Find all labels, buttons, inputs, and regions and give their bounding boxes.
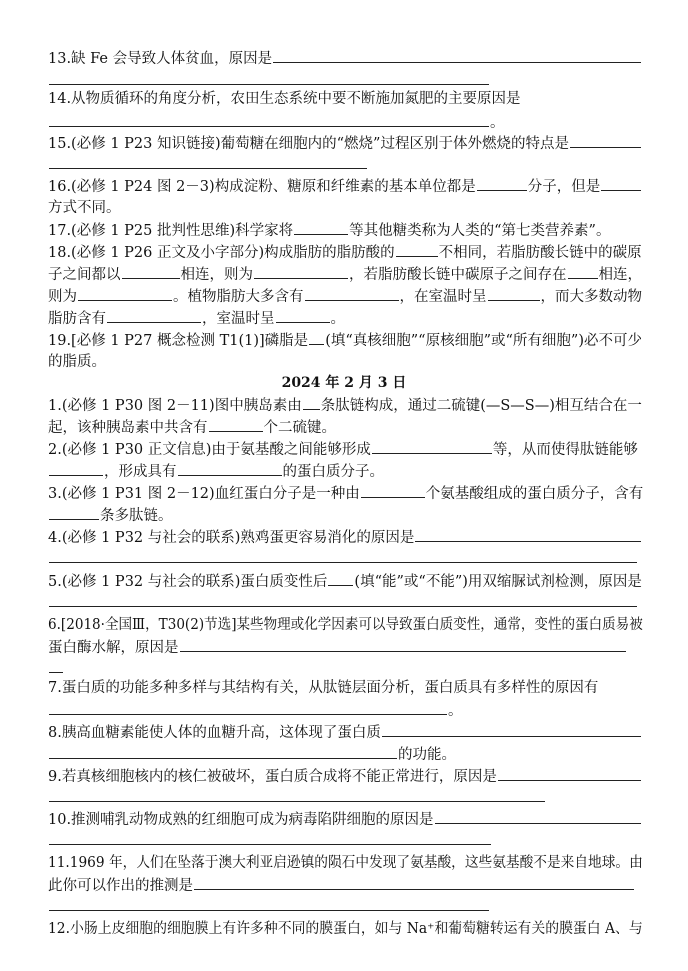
problem-8: 8.胰高血糖素能使人体的血糖升高，这体现了蛋白质 xyxy=(48,722,643,742)
answer-blank[interactable] xyxy=(328,571,353,586)
answer-blank[interactable] xyxy=(396,242,438,257)
answer-blank[interactable] xyxy=(309,330,324,345)
question-18-line4: 脂肪含有 ，室温时呈 。 xyxy=(48,308,643,328)
answer-blank[interactable] xyxy=(382,722,641,737)
problem-7: 7.蛋白质的功能多种多样与其结构有关，从肽链层面分析，蛋白质具有多样性的原因有 xyxy=(48,680,599,696)
answer-blank[interactable] xyxy=(601,176,641,191)
answer-blank[interactable] xyxy=(49,744,397,759)
answer-blank[interactable] xyxy=(372,439,492,454)
question-13: 13.缺 Fe 会导致人体贫血，原因是 xyxy=(48,48,643,68)
answer-blank[interactable] xyxy=(78,286,172,301)
answer-blank[interactable] xyxy=(570,133,641,148)
question-16: 16.(必修 1 P24 图 2－3)构成淀粉、糖原和纤维素的基本单位都是 分子，但是 xyxy=(48,176,643,196)
question-13-cont xyxy=(48,70,643,90)
problem-12: 12.小肠上皮细胞的细胞膜上有许多种不同的膜蛋白，如与 Na⁺和葡萄糖转运有关的膜蛋白 A、与 xyxy=(48,921,643,937)
problem-6-end xyxy=(48,658,643,678)
problem-10: 10.推测哺乳动物成熟的红细胞可成为病毒陷阱细胞的原因是 xyxy=(48,809,643,829)
problem-1: 1.(必修 1 P30 图 2－11)图中胰岛素由 条肽链构成，通过二硫键(—S—S—)相互结合在一 xyxy=(48,395,643,415)
problem-10-cont xyxy=(48,830,643,850)
answer-blank[interactable] xyxy=(49,461,103,476)
problem-3: 3.(必修 1 P31 图 2－12)血红蛋白分子是一种由 个氨基酸组成的蛋白质分子，含有 xyxy=(48,483,643,503)
answer-blank[interactable] xyxy=(49,830,491,845)
answer-blank[interactable] xyxy=(477,176,527,191)
answer-blank[interactable] xyxy=(273,48,641,63)
answer-blank[interactable] xyxy=(498,766,641,781)
answer-blank[interactable] xyxy=(49,548,637,563)
problem-5: 5.(必修 1 P32 与社会的联系)蛋白质变性后 (填“能”或“不能”)用双缩脲试剂检测，原因是 xyxy=(48,571,643,591)
problem-9-cont xyxy=(48,787,643,807)
answer-blank[interactable] xyxy=(488,286,540,301)
problem-6: 6.[2018·全国Ⅲ，T30(2)节选]某些物理或化学因素可以导致蛋白质变性，通常，变性的蛋白质易被 xyxy=(48,617,643,633)
problem-2: 2.(必修 1 P30 正文信息)由于氨基酸之间能够形成 等，从而使得肽链能够 xyxy=(48,439,643,459)
problem-8-cont: 的功能。 xyxy=(48,744,643,764)
answer-blank[interactable] xyxy=(49,154,367,169)
question-14: 14.从物质循环的角度分析，农田生态系统中要不断施加氮肥的主要原因是 xyxy=(48,91,521,107)
answer-blank[interactable] xyxy=(303,395,320,410)
answer-blank[interactable] xyxy=(122,264,180,279)
answer-blank[interactable] xyxy=(49,505,99,520)
answer-blank[interactable] xyxy=(415,527,641,542)
problem-1-cont: 起，该种胰岛素中共含有 个二硫键。 xyxy=(48,417,643,437)
problem-11-cont: 此你可以作出的推测是 xyxy=(48,875,643,895)
question-14-cont: 。 xyxy=(48,112,643,132)
answer-blank[interactable] xyxy=(568,264,598,279)
answer-blank[interactable] xyxy=(209,417,263,432)
problem-7-cont: 。 xyxy=(48,700,643,720)
answer-blank[interactable] xyxy=(361,483,425,498)
problem-6-cont: 蛋白酶水解，原因是 xyxy=(48,637,643,657)
question-19-cont: 的脂质。 xyxy=(48,354,106,370)
question-15-cont xyxy=(48,154,643,174)
question-19: 19.[必修 1 P27 概念检测 T1(1)]磷脂是 (填“真核细胞”“原核细胞”或“所有细胞”)必不可少 xyxy=(48,330,643,350)
answer-blank[interactable] xyxy=(180,637,626,652)
answer-blank[interactable] xyxy=(107,308,201,323)
answer-blank[interactable] xyxy=(178,461,282,476)
problem-2-cont: ，形成具有 的蛋白质分子。 xyxy=(48,461,643,481)
problem-4-cont xyxy=(48,548,643,568)
answer-blank[interactable] xyxy=(254,264,348,279)
answer-blank[interactable] xyxy=(49,896,489,911)
question-15: 15.(必修 1 P23 知识链接)葡萄糖在细胞内的“燃烧”过程区别于体外燃烧的特点是 xyxy=(48,133,643,153)
answer-blank[interactable] xyxy=(294,220,348,235)
question-17: 17.(必修 1 P25 批判性思维)科学家将 等其他糖类称为人类的“第七类营养素”。 xyxy=(48,220,643,240)
question-18-line2: 子之间都以 相连，则为 ，若脂肪酸长链中碳原子之间存在 相连， xyxy=(48,264,643,284)
date-heading: 2024 年 2 月 3 日 xyxy=(281,375,407,391)
answer-blank[interactable] xyxy=(194,875,634,890)
answer-blank[interactable] xyxy=(49,70,489,85)
answer-blank[interactable] xyxy=(49,112,489,127)
problem-4: 4.(必修 1 P32 与社会的联系)熟鸡蛋更容易消化的原因是 xyxy=(48,527,643,547)
answer-blank[interactable] xyxy=(276,308,330,323)
answer-blank[interactable] xyxy=(49,700,447,715)
problem-5-cont xyxy=(48,592,643,612)
answer-blank[interactable] xyxy=(49,787,545,802)
question-18: 18.(必修 1 P26 正文及小字部分)构成脂肪的脂肪酸的 不相同，若脂肪酸长链中的碳原 xyxy=(48,242,643,262)
answer-blank[interactable] xyxy=(305,286,399,301)
problem-9: 9.若真核细胞核内的核仁被破坏，蛋白质合成将不能正常进行，原因是 xyxy=(48,766,643,786)
answer-blank[interactable] xyxy=(435,809,641,824)
problem-11: 11.1969 年，人们在坠落于澳大利亚启逊镇的陨石中发现了氨基酸，这些氨基酸不是来自地球。由 xyxy=(48,855,643,871)
question-16-cont: 方式不同。 xyxy=(48,200,121,216)
problem-11-end xyxy=(48,896,643,916)
problem-3-cont: 条多肽链。 xyxy=(48,505,643,525)
answer-blank[interactable] xyxy=(49,658,63,673)
question-18-line3: 则为 。植物脂肪大多含有 ，在室温时呈 ，而大多数动物 xyxy=(48,286,643,306)
answer-blank[interactable] xyxy=(49,592,637,607)
